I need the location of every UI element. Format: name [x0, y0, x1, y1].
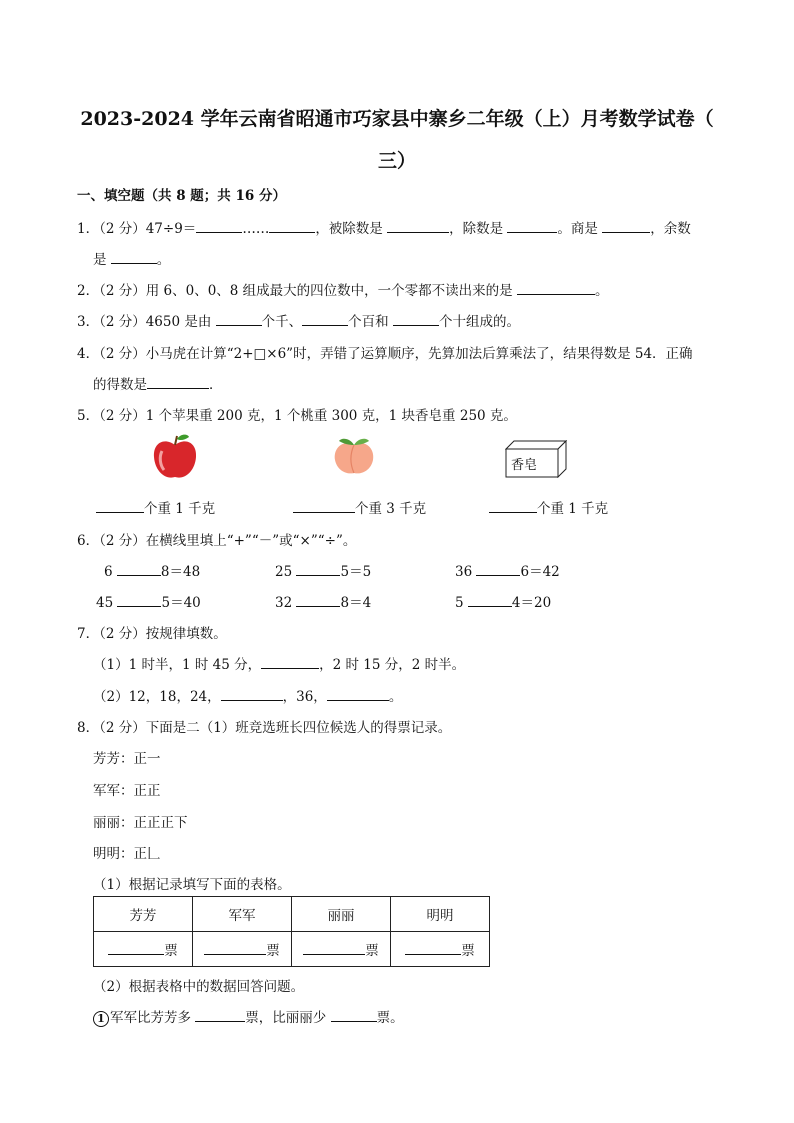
answer-blank[interactable] — [117, 592, 161, 607]
circled-number: 1 — [93, 1011, 109, 1027]
q5-answer-3: 个重 1 千克 — [489, 497, 608, 517]
answer-blank[interactable] — [216, 311, 262, 326]
answer-blank[interactable] — [296, 592, 340, 607]
question-2: 2．（2 分）用 6、0、0、8 组成最大的四位数中，一个零都不读出来的是 。 — [77, 279, 608, 299]
answer-blank[interactable] — [302, 311, 348, 326]
answer-blank[interactable] — [303, 940, 365, 955]
question-1-cont: 是 。 — [93, 248, 170, 268]
answer-blank[interactable] — [196, 218, 242, 233]
question-3: 3．（2 分）4650 是由 个千、 个百和 个十组成的。 — [77, 310, 520, 330]
answer-blank[interactable] — [111, 249, 157, 264]
answer-blank[interactable] — [147, 374, 209, 389]
answer-blank[interactable] — [204, 940, 266, 955]
answer-blank[interactable] — [96, 498, 144, 513]
q5-answer-1: 个重 1 千克 — [96, 497, 215, 517]
question-8-sub-1: （1）根据记录填写下面的表格。 — [93, 877, 291, 893]
answer-blank[interactable] — [327, 686, 389, 701]
table-header: 军军 — [193, 897, 292, 932]
answer-blank[interactable] — [296, 561, 340, 576]
q6-item: 45 5＝40 — [96, 591, 201, 611]
table-cell: 票 — [193, 932, 292, 967]
page-title-cont: 三） — [377, 150, 416, 172]
answer-blank[interactable] — [108, 940, 164, 955]
apple-icon — [150, 433, 200, 481]
table-row — [94, 932, 490, 967]
q5-answer-2: 个重 3 千克 — [293, 497, 426, 517]
vote-record: 明明：正𠃊 — [93, 846, 161, 862]
answer-blank[interactable] — [195, 1007, 245, 1022]
answer-blank[interactable] — [393, 311, 439, 326]
page-title: 2023-2024 学年云南省昭通市巧家县中寨乡二年级（上）月考数学试卷（ — [80, 108, 714, 130]
table-cell: 票 — [94, 932, 193, 967]
answer-blank[interactable] — [507, 218, 557, 233]
question-7-sub-2: （2）12，18，24， ，36， 。 — [93, 685, 402, 705]
answer-blank[interactable] — [117, 561, 161, 576]
table-header: 芳芳 — [94, 897, 193, 932]
answer-blank[interactable] — [602, 218, 650, 233]
answer-blank[interactable] — [517, 280, 595, 295]
answer-blank[interactable] — [221, 686, 283, 701]
peach-icon — [332, 436, 376, 476]
vote-record: 军军：正正 — [93, 783, 161, 799]
q6-item: 6 8＝48 — [104, 560, 200, 580]
table-cell: 票 — [391, 932, 490, 967]
question-8-part-1: 1 军军比芳芳多 票，比丽丽少 票。 — [93, 1006, 404, 1027]
answer-blank[interactable] — [331, 1007, 377, 1022]
question-4: 4．（2 分）小马虎在计算“2+□×6”时，弄错了运算顺序，先算加法后算乘法了，结果得数是 54．正确 — [77, 346, 693, 362]
q6-item: 32 8＝4 — [275, 591, 371, 611]
q6-item: 36 6＝42 — [455, 560, 560, 580]
section-heading: 一、填空题（共 8 题；共 16 分） — [77, 188, 286, 204]
answer-blank[interactable] — [489, 498, 537, 513]
table-cell: 票 — [292, 932, 391, 967]
question-6: 6．（2 分）在横线里填上“+”“－”或“×”“÷”。 — [77, 533, 357, 549]
table-header: 明明 — [391, 897, 490, 932]
question-1: 1．（2 分）47÷9＝ …… ，被除数是 ，除数是 。商是 ，余数 — [77, 217, 691, 237]
table-header: 丽丽 — [292, 897, 391, 932]
answer-blank[interactable] — [261, 654, 319, 669]
question-8-sub-2: （2）根据表格中的数据回答问题。 — [93, 979, 305, 995]
answer-blank[interactable] — [405, 940, 461, 955]
answer-blank[interactable] — [476, 561, 520, 576]
answer-blank[interactable] — [269, 218, 315, 233]
question-7-sub-1: （1）1 时半，1 时 45 分， ，2 时 15 分，2 时半。 — [93, 653, 465, 673]
question-4-cont: 的得数是 ． — [93, 373, 223, 393]
question-5: 5．（2 分）1 个苹果重 200 克，1 个桃重 300 克，1 块香皂重 250 克。 — [77, 408, 517, 424]
vote-record: 丽丽：正正正下 — [93, 815, 188, 831]
question-8: 8．（2 分）下面是二（1）班竞选班长四位候选人的得票记录。 — [77, 720, 452, 736]
q6-item: 25 5＝5 — [275, 560, 371, 580]
vote-record: 芳芳：正一 — [93, 751, 161, 767]
vote-table — [93, 896, 490, 967]
answer-blank[interactable] — [387, 218, 449, 233]
table-header-row — [94, 897, 490, 932]
q6-item: 5 4＝20 — [455, 591, 551, 611]
answer-blank[interactable] — [468, 592, 512, 607]
question-7: 7．（2 分）按规律填数。 — [77, 626, 227, 642]
soap-box — [505, 440, 567, 478]
answer-blank[interactable] — [293, 498, 355, 513]
soap-label: 香皂 — [511, 458, 538, 473]
